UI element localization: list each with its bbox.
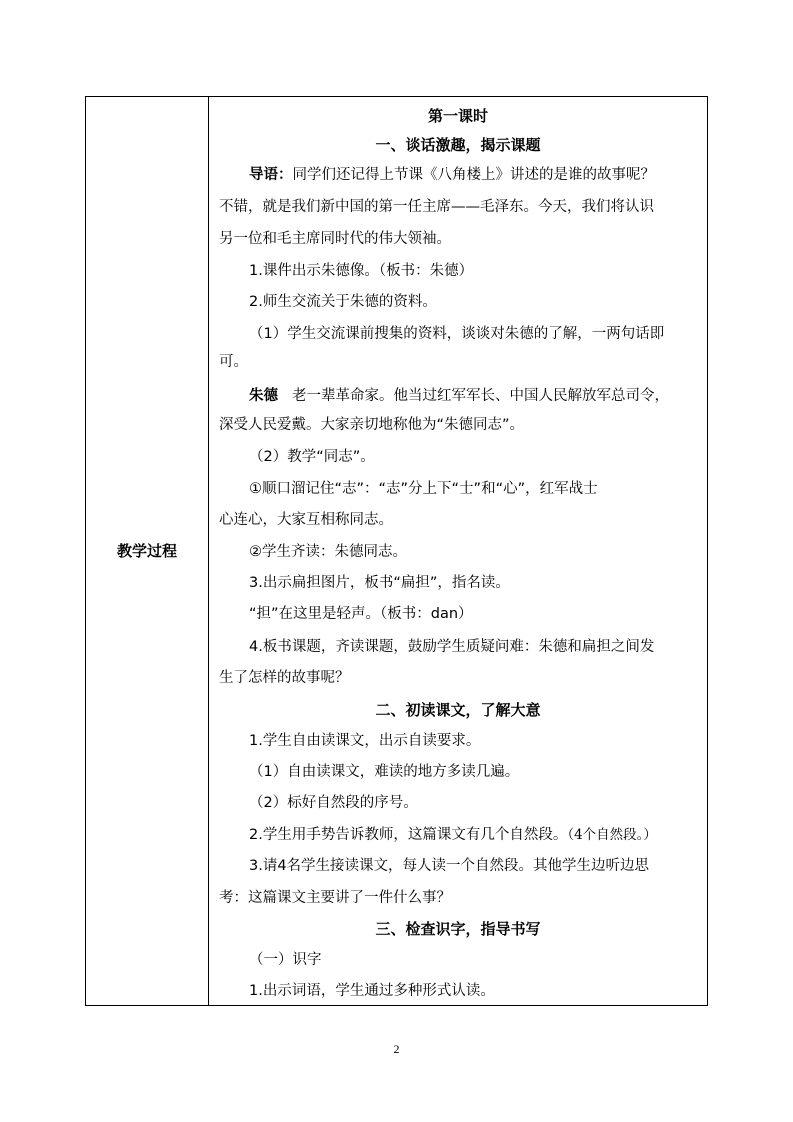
read-step-3-line-1: 3.请4名学生接读课文，每人读一个自然段。其他学生边听边思 [249,858,650,874]
read-step-3-line-2: 考：这篇课文主要讲了一件什么事？ [219,890,451,906]
read-step-1-2: （2）标好自然段的序号。 [249,795,418,811]
literacy-subheading: （一）识字 [249,952,322,968]
read-step-1: 1.学生自由读课文，出示自读要求。 [249,733,481,749]
intro-lead: 导语： [249,167,293,183]
read-together: ②学生齐读：朱德同志。 [249,544,407,560]
zhu-de-line-2: 深受人民爱戴。大家亲切地称他为“朱德同志”。 [219,417,525,433]
step-2-1-line-2: 可。 [219,354,248,370]
intro-line-2: 不错，就是我们新中国的第一任主席——毛泽东。今天，我们将认识 [219,199,654,215]
step-2: 2.师生交流关于朱德的资料。 [249,294,437,310]
literacy-step-1: 1.出示词语，学生通过多种形式认读。 [249,983,495,999]
intro-line-1 [209,165,707,185]
section-heading-1: 一、谈话激趣，揭示课题 [375,136,541,154]
lesson-content [209,97,707,1005]
read-step-1-1: （1）自由读课文，难读的地方多读几遍。 [249,764,520,780]
section-heading-3: 三、检查识字，指导书写 [375,920,541,938]
step-2-2: （2）教学“同志”。 [249,449,375,465]
step-1: 1.课件出示朱德像。（板书：朱德） [249,263,474,279]
read-step-2 [209,825,707,845]
rhyme-line-1: ①顺口溜记住“志”：“志”分上下“士”和“心”，红军战士 [249,481,598,497]
zhu-de-text-1: 老一辈革命家。他当过红军军长、中国人民解放军总司令， [292,388,669,404]
lesson-table [85,96,708,1006]
step-4-line-2: 生了怎样的故事呢？ [219,670,350,686]
zhu-de-line-1 [209,386,707,406]
page-number: 2 [393,1042,400,1056]
step-4-line-1: 4.板书课题，齐读课题，鼓励学生质疑问难：朱德和扁担之间发 [249,639,655,655]
light-tone-note: “担”在这里是轻声。（板书：dan） [249,606,473,622]
section-heading-2: 二、初读课文，了解大意 [375,701,541,719]
intro-line-3: 另一位和毛主席同时代的伟大领袖。 [219,231,451,247]
intro-text-1: 同学们还记得上节课《八角楼上》讲述的是谁的故事呢？ [292,167,655,183]
read-step-2-note: （4个自然段。） [567,827,657,843]
row-label: 教学过程 [116,542,177,560]
lesson-period-title: 第一课时 [427,107,488,125]
step-2-1-line-1: （1）学生交流课前搜集的资料，谈谈对朱德的了解，一两句话即 [249,326,665,342]
zhu-de-name: 朱德 [249,388,278,404]
read-step-2-text: 2.学生用手势告诉教师，这篇课文有几个自然段。 [249,827,568,843]
step-3: 3.出示扁担图片，板书“扁担”，指名读。 [249,575,510,591]
rhyme-line-2: 心连心，大家互相称同志。 [219,512,393,528]
